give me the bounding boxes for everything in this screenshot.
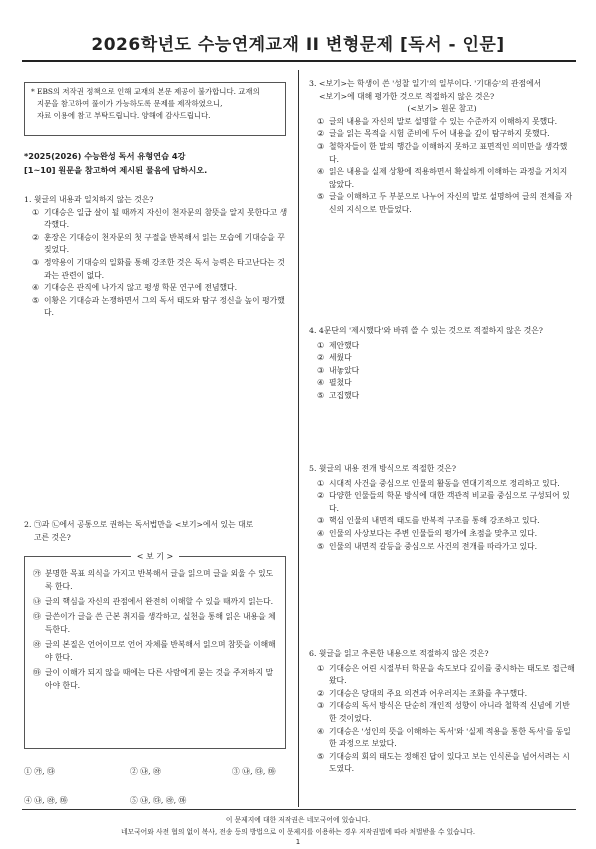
option-number: ④ bbox=[317, 528, 324, 538]
option-number: ⑤ bbox=[317, 192, 324, 202]
option-5[interactable] bbox=[317, 390, 575, 403]
option-2[interactable] bbox=[32, 232, 288, 257]
bogi-item bbox=[33, 638, 277, 664]
option-text: 고집했다 bbox=[329, 390, 360, 400]
choice-1[interactable]: ① ㉮, ㉰ bbox=[24, 767, 55, 776]
question-stem: 5. 윗글의 내용 전개 방식으로 적절한 것은? bbox=[309, 464, 456, 473]
page-number: 1 bbox=[295, 838, 301, 846]
option-2[interactable] bbox=[317, 688, 575, 701]
footer-copyright: 이 문제지에 대한 저작권은 네모국어에 있습니다. bbox=[225, 816, 371, 824]
bogi-item bbox=[33, 610, 277, 636]
option-text: 제안했다 bbox=[329, 340, 360, 350]
option-number: ⑤ bbox=[32, 295, 39, 305]
question-3 bbox=[309, 78, 575, 217]
option-text: 읽은 내용을 실제 상황에 적용하면서 확실하게 이해하는 과정을 거치지 않았다. bbox=[329, 167, 568, 189]
option-text: 이황은 기대승과 논쟁하면서 그의 독서 태도와 탐구 정신을 높이 평가했다. bbox=[44, 295, 285, 318]
bogi-item-marker: ㉮ bbox=[33, 569, 41, 578]
option-number: ⑤ bbox=[317, 751, 324, 761]
option-3[interactable] bbox=[317, 515, 575, 528]
bogi-item-text: 분명한 목표 의식을 가지고 반복해서 글을 읽으며 글을 외울 수 있도록 한다. bbox=[45, 569, 274, 591]
option-text: 글의 내용을 자신의 말로 설명할 수 있는 수준까지 이해하지 못했다. bbox=[329, 116, 558, 126]
option-text: 기대승의 독서 방식은 단순히 개인적 성향이 아니라 철학적 신념에 기반한 것이었다. bbox=[329, 701, 570, 723]
option-number: ③ bbox=[317, 516, 324, 526]
notice-line: 지문을 참고하여 풀이가 가능하도록 문제를 제작하였으니, bbox=[37, 99, 223, 108]
option-text: 기대승은 '성인의 뜻을 이해하는 독서'와 '실제 적용을 통한 독서'를 동일한 과정으로 보았다. bbox=[329, 726, 571, 749]
question-stem: 고른 것은? bbox=[34, 532, 71, 542]
option-number: ① bbox=[317, 340, 324, 350]
option-text: 인물의 내면적 갈등을 중심으로 사건의 전개를 따라가고 있다. bbox=[329, 541, 538, 551]
choice-2[interactable]: ② ㉯, ㉱ bbox=[130, 767, 161, 776]
option-number: ② bbox=[317, 129, 324, 139]
bogi-item-text: 글의 본질은 언어이므로 언어 자체를 반복해서 읽으며 참뜻을 이해해야 한다. bbox=[45, 640, 276, 662]
question-stem: 6. 윗글을 읽고 추론한 내용으로 적절하지 않은 것은? bbox=[309, 649, 489, 658]
bogi-title: < 보 기 > bbox=[131, 552, 180, 561]
choice-3[interactable]: ③ ㉯, ㉰, ㉲ bbox=[232, 767, 276, 776]
option-1[interactable] bbox=[317, 663, 575, 688]
option-number: ④ bbox=[317, 167, 324, 177]
option-number: ④ bbox=[317, 726, 324, 736]
instruction-line: [1~10] 원문을 참고하여 제시된 물음에 답하시오. bbox=[24, 165, 208, 175]
question-2 bbox=[24, 519, 288, 544]
option-text: 철학자들이 한 말의 행간을 이해하지 못하고 표면적인 의미만을 생각했다. bbox=[329, 141, 568, 164]
question-stem: 4. 4문단의 '제시했다'와 바꿔 쓸 수 있는 것으로 적절하지 않은 것은? bbox=[309, 326, 543, 335]
option-text: 훈장은 기대승이 천자문의 첫 구절을 반복해서 읽는 모습에 기대승을 꾸짖었다. bbox=[44, 232, 285, 255]
option-1[interactable] bbox=[317, 478, 575, 491]
choice-5[interactable]: ⑤ ㉯, ㉰, ㉱, ㉲ bbox=[130, 796, 187, 805]
option-text: 인물의 사상보다는 주변 인물들의 평가에 초점을 맞추고 있다. bbox=[329, 528, 538, 538]
option-text: 기대승은 관직에 나가지 않고 평생 학문 연구에 전념했다. bbox=[44, 283, 238, 293]
option-4[interactable] bbox=[317, 726, 575, 751]
option-number: ④ bbox=[32, 283, 39, 293]
option-number: ③ bbox=[317, 701, 324, 711]
bogi-item bbox=[33, 666, 277, 692]
option-number: ① bbox=[317, 116, 324, 126]
bogi-item-text: 글쓴이가 글을 쓴 근본 취지를 생각하고, 실천을 통해 읽은 내용을 체득한다. bbox=[45, 612, 276, 634]
question-4 bbox=[309, 325, 575, 403]
bogi-item-marker: ㉯ bbox=[33, 597, 41, 606]
option-number: ⑤ bbox=[317, 541, 324, 551]
option-number: ③ bbox=[317, 365, 324, 375]
option-text: 핵심 인물의 내면적 태도를 반복적 구조를 통해 강조하고 있다. bbox=[329, 516, 540, 526]
option-number: ③ bbox=[317, 141, 324, 151]
page-title: 2026학년도 수능연계교재 II 변형문제 [독서 - 인문] bbox=[91, 35, 505, 55]
source-line: *2025(2026) 수능완성 독서 유형연습 4강 bbox=[24, 151, 186, 161]
option-number: ① bbox=[32, 207, 39, 217]
option-number: ② bbox=[317, 491, 324, 501]
column-divider bbox=[298, 70, 299, 807]
question-6 bbox=[309, 648, 575, 776]
question-stem: <보기>에 대해 평가한 것으로 적절하지 않은 것은? bbox=[319, 91, 495, 101]
notice-line: * EBS의 저작권 정책으로 인해 교재의 본문 제공이 불가합니다. 교재의 bbox=[31, 87, 260, 96]
option-5[interactable] bbox=[32, 295, 288, 320]
option-text: 기대승은 어린 시절부터 학문을 속도보다 깊이를 중시하는 태도로 접근해왔다. bbox=[329, 663, 575, 686]
option-5[interactable] bbox=[317, 541, 575, 554]
option-text: 펼쳤다 bbox=[329, 378, 352, 388]
option-5[interactable] bbox=[317, 751, 575, 776]
option-number: ③ bbox=[32, 257, 39, 267]
option-text: 기대승은 일급 살이 될 때까지 자신이 천자문의 참뜻을 알지 못한다고 생각했다. bbox=[44, 207, 288, 230]
bogi-box bbox=[24, 552, 286, 749]
option-4[interactable] bbox=[317, 166, 575, 191]
question-stem: 2. ㉠과 ㉡에서 공통으로 권하는 독서법만을 <보기>에서 있는 대로 bbox=[24, 520, 254, 529]
option-number: ⑤ bbox=[317, 390, 324, 400]
option-number: ④ bbox=[317, 378, 324, 388]
option-4[interactable] bbox=[32, 282, 288, 295]
option-1[interactable] bbox=[317, 340, 575, 353]
choice-4[interactable]: ④ ㉯, ㉱, ㉲ bbox=[24, 796, 68, 805]
option-3[interactable] bbox=[317, 700, 575, 725]
option-text: 시대적 사건을 중심으로 인물의 활동을 연대기적으로 정리하고 있다. bbox=[329, 478, 560, 488]
bogi-item-marker: ㉰ bbox=[33, 612, 41, 621]
option-text: 기대승은 당대의 주요 의견과 어우러지는 조화를 추구했다. bbox=[329, 688, 528, 698]
bogi-item-text: 글의 핵심을 자신의 관점에서 완전히 이해할 수 있을 때까지 읽는다. bbox=[45, 597, 274, 606]
option-number: ② bbox=[32, 232, 39, 242]
bogi-item-marker: ㉱ bbox=[33, 640, 41, 649]
option-number: ② bbox=[317, 353, 324, 363]
option-text: 글을 읽는 목적을 시험 준비에 두어 내용을 깊이 탐구하지 못했다. bbox=[329, 129, 550, 139]
option-text: 글을 이해하고 두 부분으로 나누어 자신의 말로 설명하여 글의 전체를 자신의 지식으로 만들었다. bbox=[329, 192, 573, 214]
footer-warning: 네모국어와 사전 협의 없이 복사, 전송 등의 방법으로 이 문제지를 이용하는 경우 저작권법에 따라 처벌받을 수 있습니다. bbox=[120, 828, 476, 836]
option-2[interactable] bbox=[317, 128, 575, 141]
option-text: 기대승의 회의 태도는 정해진 답이 있다고 보는 인식론을 넘어서려는 시도였다. bbox=[329, 751, 570, 774]
option-text: 다양한 인물들의 학문 방식에 대한 객관적 비교를 중심으로 구성되어 있다. bbox=[329, 491, 570, 513]
option-text: 세웠다 bbox=[329, 353, 352, 363]
copyright-notice-box bbox=[24, 82, 286, 136]
option-1[interactable] bbox=[32, 207, 288, 232]
option-text: 내놓았다 bbox=[329, 365, 360, 375]
question-5 bbox=[309, 463, 575, 553]
option-3[interactable] bbox=[317, 365, 575, 378]
option-4[interactable] bbox=[317, 528, 575, 541]
reference-note: (<보기> 원문 참고) bbox=[407, 104, 477, 114]
option-1[interactable] bbox=[317, 116, 575, 129]
option-number: ① bbox=[317, 478, 324, 488]
notice-line: 자료 이용에 참고 부탁드립니다. 양해에 감사드립니다. bbox=[37, 111, 211, 120]
bogi-item-text: 글이 이해가 되지 않을 때에는 다른 사람에게 묻는 것을 주저하지 말아야 한다. bbox=[45, 668, 274, 690]
question-stem: 3. <보기>는 학생이 쓴 '성찰 일기'의 일부이다. '기대승'의 관점에서 bbox=[309, 79, 542, 88]
option-3[interactable] bbox=[32, 257, 288, 282]
question-1 bbox=[24, 194, 288, 320]
bogi-item-marker: ㉲ bbox=[33, 668, 41, 677]
option-number: ① bbox=[317, 663, 324, 673]
option-2[interactable] bbox=[317, 352, 575, 365]
question-stem: 1. 윗글의 내용과 일치하지 않는 것은? bbox=[24, 195, 154, 204]
option-5[interactable] bbox=[317, 191, 575, 216]
bogi-item bbox=[33, 567, 277, 593]
footer-rule bbox=[22, 809, 576, 810]
option-3[interactable] bbox=[317, 141, 575, 166]
option-number: ② bbox=[317, 688, 324, 698]
bogi-item bbox=[33, 595, 277, 608]
title-rule bbox=[22, 60, 576, 62]
option-4[interactable] bbox=[317, 377, 575, 390]
option-text: 정약용이 기대승의 일화를 통해 강조한 것은 독서 능력은 타고난다는 것과는 관련이 없다. bbox=[44, 257, 285, 280]
option-2[interactable] bbox=[317, 490, 575, 515]
